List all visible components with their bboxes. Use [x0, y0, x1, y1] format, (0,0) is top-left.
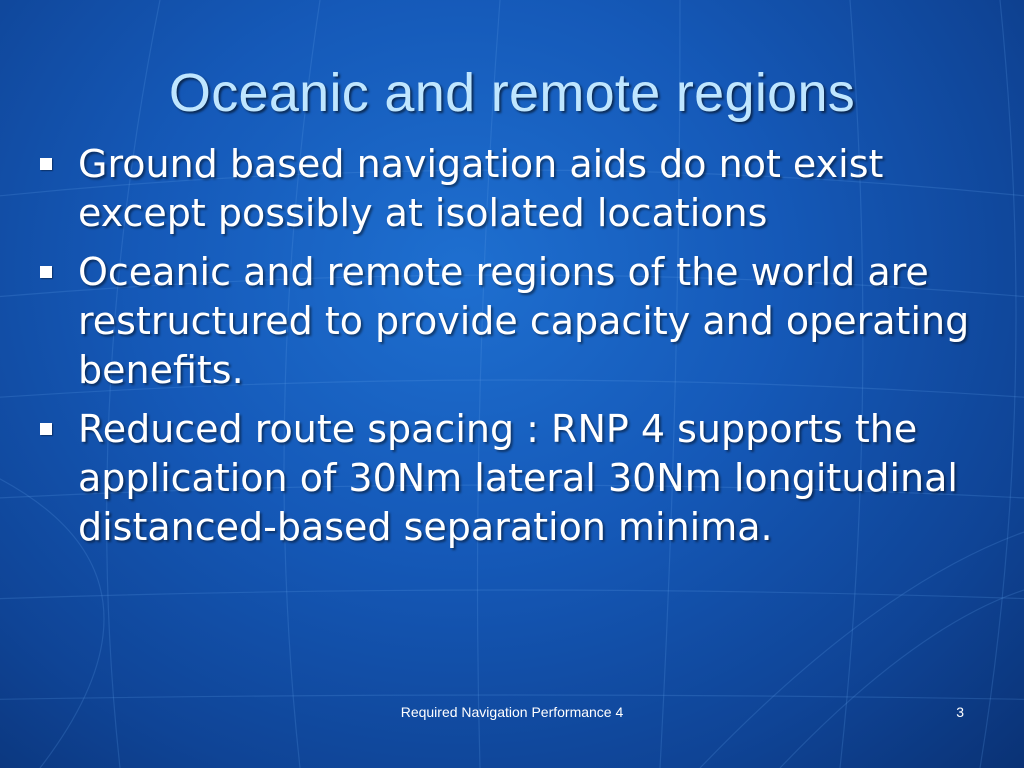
slide-title: Oceanic and remote regions [168, 63, 856, 123]
page-number: 3 [956, 704, 964, 720]
slide-footer: Required Navigation Performance 4 [400, 704, 624, 720]
bullet-item [38, 405, 988, 552]
bullet-text: Oceanic and remote regions of the world are restructured to provide capacity and operating benefits. [78, 250, 970, 392]
bullet-text: Reduced route spacing : RNP 4 supports the application of 30Nm lateral 30Nm longitudinal distanced-based separation minima. [78, 407, 958, 549]
square-bullet-icon [40, 266, 52, 278]
bullet-list [38, 140, 988, 562]
bullet-item [38, 248, 988, 395]
bullet-text: Ground based navigation aids do not exist except possibly at isolated locations [78, 142, 884, 235]
square-bullet-icon [40, 423, 52, 435]
square-bullet-icon [40, 158, 52, 170]
bullet-item [38, 140, 988, 238]
